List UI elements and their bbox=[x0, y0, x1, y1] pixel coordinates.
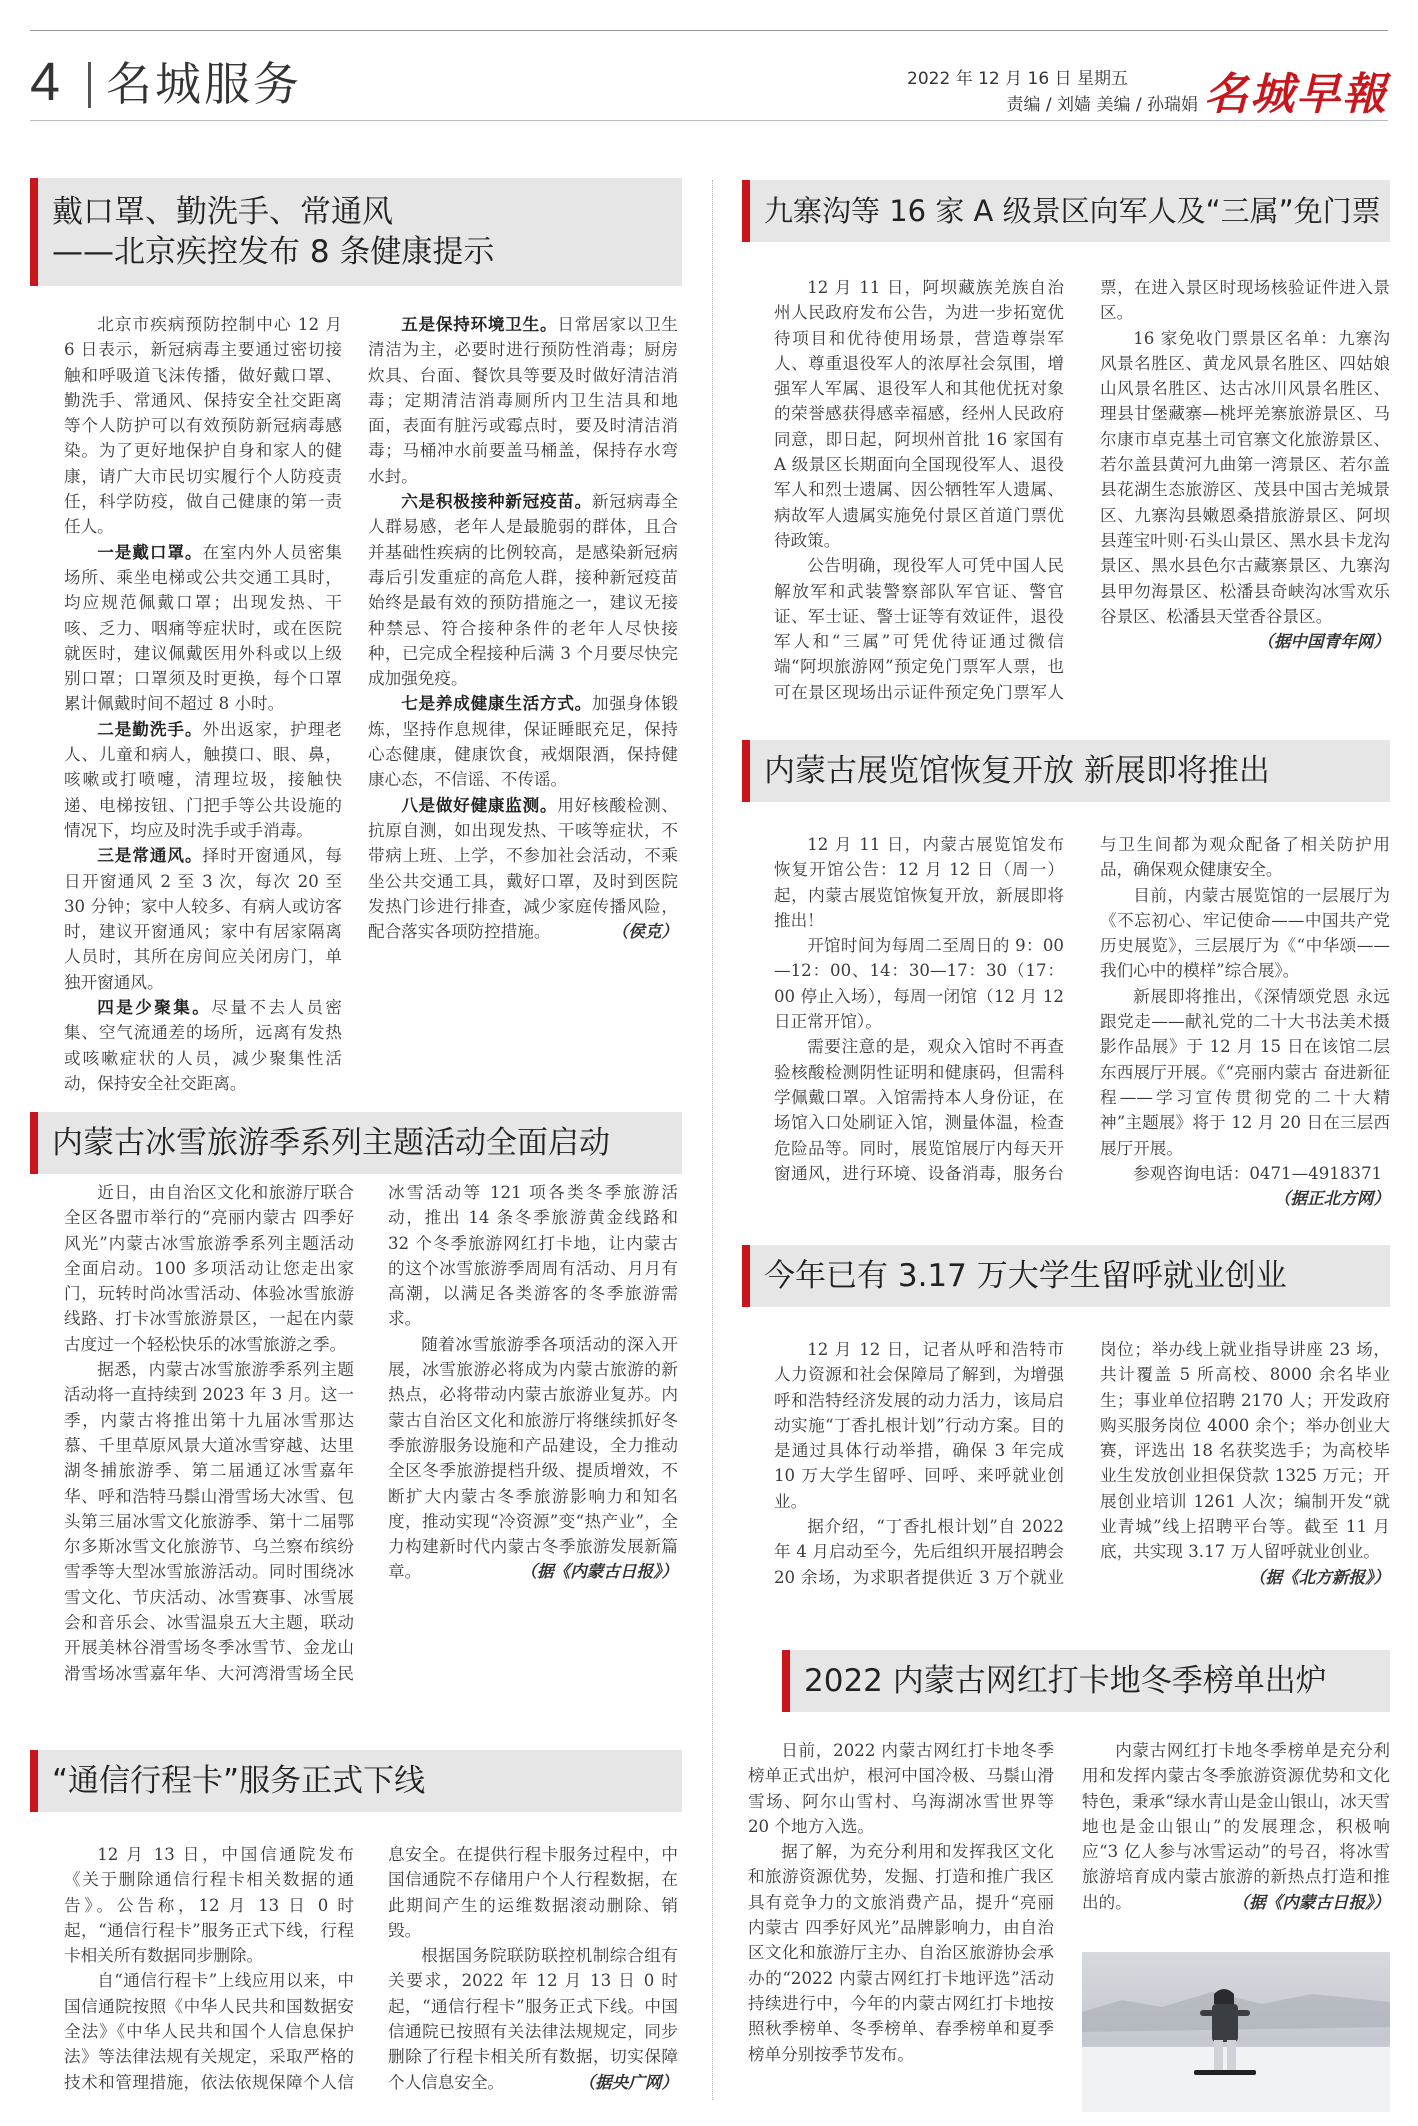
paragraph: 择时开窗通风，每日开窗通风 2 至 3 次，每次 20 至 30 分钟；家中人较多、有病人或访客时，建议开窗通风；家中有居家隔离人员时，其所在房间应关闭房门，单独开窗通风。 bbox=[64, 846, 343, 992]
paragraph: 据介绍，“丁香扎根计划”自 2022 年 4 月启动至今，先后组织开展招聘会 20 余场，为求职者提供近 3 万个就业岗位；举办线上就业指导讲座 23 场，共计覆盖 5 所高校、8000 余名毕业生；事业单位招聘 2170 人；开发政府购买服务岗位 4000 余个；举办创业大赛，评选出 18 名获奖选手；为高校毕业生发放创业担保贷款 1325 万元；开展创业培训 1261 人次；编制开发“就业青城”线上招聘平台等。截至 11 月底，共实现 3.17 万人留呼就业创业。 bbox=[774, 1340, 1390, 1587]
headline-jiuzhai-text: 九寨沟等 16 家 A 级景区向军人及“三属”免门票 bbox=[764, 194, 1381, 228]
headline-snow-text: 内蒙古冰雪旅游季系列主题活动全面启动 bbox=[52, 1125, 610, 1161]
headline-museum-text: 内蒙古展览馆恢复开放 新展即将推出 bbox=[764, 753, 1270, 789]
subhead: 六是积极接种新冠疫苗。 bbox=[401, 491, 593, 512]
article-snow bbox=[64, 1180, 678, 1700]
article-source: （据中国青年网） bbox=[1257, 631, 1390, 652]
article-museum bbox=[774, 832, 1390, 1212]
article-source: （据《内蒙古日报》） bbox=[1232, 1891, 1390, 1912]
paragraph: 近日，由自治区文化和旅游厅联合全区各盟市举行的“亮丽内蒙古 四季好风光”内蒙古冰雪旅游季系列主题活动全面启动。100 多项活动让您走出家门，玩转时尚冰雪活动、体验冰雪旅游线路、打卡冰雪旅游景区，一起在内蒙古度过一个轻松快乐的冰雪旅游之季。 bbox=[64, 1183, 354, 1354]
paragraph: 开馆时间为每周二至周日的 9：00 —12：00、14：30—17：30（17：00 停止入场），每周一闭馆（12 月 12 日正常开馆）。 bbox=[774, 936, 1064, 1032]
article-source: （侯克） bbox=[611, 921, 678, 942]
paragraph: 新冠病毒全人群易感，老年人是最脆弱的群体，且合并基础性疾病的比例较高，是感染新冠病毒后引发重症的高危人群，接种新冠疫苗始终是最有效的预防措施之一，建议无接种禁忌、符合接种条件的老年人尽快接种，已完成全程接种后满 3 个月要尽快完成加强免疫。 bbox=[368, 492, 679, 689]
headline-jobs-text: 今年已有 3.17 万大学生留呼就业创业 bbox=[764, 1258, 1287, 1294]
paragraph: 12 月 13 日，中国信通院发布《关于删除通信行程卡相关数据的通告》。公告称，12 月 13 日 0 时起，“通信行程卡”服务正式下线，行程卡相关所有数据同步删除。 bbox=[64, 1845, 354, 1966]
column-divider bbox=[712, 180, 713, 2100]
paragraph: 日前，2022 内蒙古网红打卡地冬季榜单正式出炉，根河中国冷极、马鬃山滑雪场、阿尔山雪村、乌海湖冰雪世界等 20 个地方入选。 bbox=[748, 1741, 1054, 1836]
newspaper-logo: 名城早報 bbox=[1204, 69, 1388, 120]
paragraph: 12 月 12 日，记者从呼和浩特市人力资源和社会保障局了解到，为增强呼和浩特经济发展的动力活力，该局启动实施“丁香扎根计划”行动方案。目的是通过具体行动举措，确保 3 年完成 10 万大学生留呼、回呼、来呼就业创业。 bbox=[774, 1340, 1064, 1511]
issue-date: 2022 年 12 月 16 日 星期五 bbox=[907, 69, 1128, 89]
paragraph: 在室内外人员密集场所、乘坐电梯或公共交通工具时，均应规范佩戴口罩；出现发热、干咳、乏力、咽痛等症状时，或在医院就医时，建议佩戴医用外科或以上级别口罩；口罩须及时更换，每个口罩累计佩戴时间不超过 8 小时。 bbox=[64, 542, 343, 714]
paragraph: 参观咨询电话：0471—4918371 bbox=[1133, 1163, 1383, 1183]
paragraph: 北京市疾病预防控制中心 12 月 6 日表示，新冠病毒主要通过密切接触和呼吸道飞沫传播，做好戴口罩、勤洗手、常通风、保持安全社交距离等个人防护可以有效预防新冠病毒感染。为了更好地保护自身和家人的健康，请广大市民切实履行个人防疫责任，科学防疫，做自己健康的第一责任人。 bbox=[64, 315, 342, 537]
article-travel-card bbox=[64, 1842, 678, 2118]
paragraph: 外出返家，护理老人、儿童和病人，触摸口、眼、鼻，咳嗽或打喷嚏，清理垃圾，接触快递、电梯按钮、门把手等公共设施的情况下，均应及时洗手或手消毒。 bbox=[64, 719, 343, 840]
article-mask-col2 bbox=[368, 312, 678, 944]
subhead: 二是勤洗手。 bbox=[97, 718, 203, 739]
headline-jiuzhai bbox=[742, 180, 1390, 242]
paragraph: 尽量不去人员密集、空气流通差的场所，远离有发热或咳嗽症状的人员，减少聚集性活动，保持安全社交距离。 bbox=[64, 998, 342, 1093]
headline-travel-card-text: “通信行程卡”服务正式下线 bbox=[52, 1763, 426, 1799]
paragraph: 内蒙古网红打卡地冬季榜单是充分利用和发挥内蒙古冬季旅游资源优势和文化特色，秉承“绿水青山是金山银山，冰天雪地也是金山银山”的发展理念，积极响应“3 亿人参与冰雪运动”的号召，将冰雪旅游培育成内蒙古旅游的新热点打造和推出的。 bbox=[1082, 1741, 1390, 1912]
paragraph: 16 家免收门票景区名单：九寨沟风景名胜区、黄龙风景名胜区、四姑娘山风景名胜区、达古冰川风景名胜区、理县甘堡藏寨—桃坪羌寨旅游景区、马尔康市卓克基土司官寨文化旅游景区、若尔盖县黄河九曲第一湾景区、若尔盖县花湖生态旅游区、茂县中国古羌城景区、九寨沟县嫩恩桑措旅游景区、阿坝县莲宝叶则·石头山景区、黑水县卡龙沟景区、黑水县色尔古藏寨景区、九寨沟县甲勿海景区、松潘县奇峡沟冰雪欢乐谷景区、松潘县天堂香谷景区。 bbox=[1100, 328, 1390, 626]
article-jiuzhai bbox=[774, 275, 1390, 711]
headline-snow bbox=[30, 1112, 682, 1174]
paragraph: 需要注意的是，观众入馆时不再查验核酸检测阴性证明和健康码，但需科学佩戴口罩。入馆需持本人身份证，在场馆入口处刷证入馆，测量体温，检查危险品等。同时，展览馆展厅内每天开窗通风，进行环境、设备消毒，服务台与卫生间都为观众配备了相关防护用品，确保观众健康安全。 bbox=[774, 835, 1390, 1183]
headline-jobs bbox=[742, 1245, 1390, 1307]
paragraph: 据了解，为充分利用和发挥我区文化和旅游资源优势，发掘、打造和推广我区具有竞争力的文旅消费产品，提升“亮丽内蒙古 四季好风光”品牌影响力，由自治区文化和旅游厅主办、自治区旅游协会承办的“2022 内蒙古网红打卡地评选”活动持续进行中，今年的内蒙古网红打卡地按照秋季榜单、冬季榜单、春季榜单和夏季榜单分别按季节发布。 bbox=[748, 1842, 1054, 2064]
subhead: 一是戴口罩。 bbox=[97, 541, 203, 562]
top-rule bbox=[30, 30, 1388, 31]
article-source: （据正北方网） bbox=[1273, 1188, 1390, 1209]
subhead: 四是少聚集。 bbox=[97, 997, 212, 1018]
page-number: 4 bbox=[30, 52, 61, 112]
headline-museum bbox=[742, 740, 1390, 802]
headline-mask-line2: ——北京疾控发布 8 条健康提示 bbox=[52, 234, 495, 270]
subhead: 八是做好健康监测。 bbox=[401, 794, 558, 815]
headline-hotspot bbox=[782, 1650, 1390, 1712]
article-source: （据《北方新报》） bbox=[1248, 1566, 1390, 1587]
subhead: 七是养成健康生活方式。 bbox=[401, 693, 593, 714]
paragraph: 用好核酸检测、抗原自测，如出现发热、干咳等症状，不带病上班、上学，不参加社会活动，不乘坐公共交通工具，戴好口罩，及时到医院发热门诊进行排查，减少家庭传播风险，配合落实各项防控措施。 bbox=[368, 795, 679, 942]
headline-mask-line1: 戴口罩、勤洗手、常通风 bbox=[52, 194, 393, 230]
headline-hotspot-text: 2022 内蒙古网红打卡地冬季榜单出炉 bbox=[804, 1663, 1327, 1699]
subhead: 五是保持环境卫生。 bbox=[401, 314, 558, 334]
paragraph: 12 月 11 日，内蒙古展览馆发布恢复开馆公告：12 月 12 日（周一）起，内蒙古展览馆恢复开放，新展即将推出！ bbox=[774, 835, 1064, 930]
paragraph: 据悉，内蒙古冰雪旅游季系列主题活动将一直持续到 2023 年 3 月。这一季，内蒙古将推出第十九届冰雪那达慕、千里草原风景大道冰雪穿越、达里湖冬捕旅游季、第二届通辽冰雪嘉年华、呼和浩特马鬃山滑雪场大冰雪、包头第三届冰雪文化旅游季、第十二届鄂尔多斯冰雪文化旅游节、乌兰察布缤纷雪季等大型冰雪旅游活动。同时围绕冰雪文化、节庆活动、冰雪赛事、冰雪展会和音乐会、冰雪温泉五大主题，联动开展美林谷滑雪场冬季冰雪节、金龙山滑雪场冰雪嘉年华、大河湾滑雪场全民冰雪活动等 121 项各类冬季旅游活动，推出 14 条冬季旅游黄金线路和 32 个冬季旅游网红打卡地，让内蒙古的这个冰雪旅游季周周有活动、月月有高潮，以满足各类游客的冬季旅游需求。 bbox=[64, 1183, 678, 1683]
article-mask-col1 bbox=[64, 312, 342, 1096]
page-separator bbox=[88, 62, 91, 108]
headline-travel-card bbox=[30, 1750, 682, 1812]
article-hotspot-col1 bbox=[748, 1738, 1054, 2067]
paragraph: 随着冰雪旅游季各项活动的深入开展，冰雪旅游必将成为内蒙古旅游的新热点，必将带动内蒙古旅游业复苏。内蒙古自治区文化和旅游厅将继续抓好冬季旅游服务设施和产品建设，全力推动全区冬季旅游提档升级、提质增效，不断扩大内蒙古冬季旅游影响力和知名度，推动实现“冷资源”变“热产业”，全力构建新时代内蒙古冬季旅游发展新篇章。 bbox=[388, 1334, 678, 1582]
article-source: （据《内蒙古日报》） bbox=[520, 1561, 678, 1582]
paragraph: 公告明确，现役军人可凭中国人民解放军和武装警察部队军官证、警官证、军士证、警士证等有效证件，退役军人和“三属”可凭优待证通过微信端“阿坝旅游网”预定免门票军人票，也可在景区现场出示证件预定免门票军人票，在进入景区时现场核验证件进入景区。 bbox=[774, 278, 1390, 702]
paragraph: 12 月 11 日，阿坝藏族羌族自治州人民政府发布公告，为进一步拓宽优待项目和优待使用场景，营造尊崇军人、尊重退役军人的浓厚社会氛围，增强军人军属、退役军人和其他优抚对象的荣誉感获得感幸福感，经州人民政府同意，即日起，阿坝州首批 16 家国有 A 级景区长期面向全国现役军人、退役军人和烈士遗属、因公牺牲军人遗属、病故军人遗属实施免付景区首道门票优待政策。 bbox=[774, 278, 1064, 550]
editors-credit: 责编 / 刘嫱 美编 / 孙瑞娟 bbox=[1006, 95, 1198, 115]
paragraph: 新展即将推出，《深情颂党恩 永远跟党走——献礼党的二十大书法美术摄影作品展》于 12 月 15 日在该馆二层东西展厅开展。《“亮丽内蒙古 奋进新征程——学习宣传贯彻党的二十大精神”主题展》将于 12 月 20 日在三层西展厅开展。 bbox=[1100, 986, 1390, 1158]
subhead: 三是常通风。 bbox=[97, 845, 203, 866]
headline-mask bbox=[30, 178, 682, 286]
header-rule bbox=[30, 120, 1388, 121]
paragraph: 目前，内蒙古展览馆的一层展厅为《不忘初心、牢记使命——中国共产党历史展览》，三层展厅为《“中华颂——我们心中的模样”综合展》。 bbox=[1100, 885, 1390, 981]
snowboarder-photo bbox=[1082, 1952, 1390, 2112]
article-hotspot-col2 bbox=[1082, 1738, 1390, 1915]
paragraph: 加强身体锻炼，坚持作息规律，保证睡眠充足，保持心态健康，健康饮食，戒烟限酒，保持健康心态，不信谣、不传谣。 bbox=[368, 694, 679, 790]
article-source: （据央广网） bbox=[578, 2071, 678, 2092]
section-title: 名城服务 bbox=[106, 57, 302, 111]
paragraph: 根据国务院联防联控机制综合组有关要求，2022 年 12 月 13 日 0 时起，“通信行程卡”服务正式下线。中国信通院已按照有关法律法规规定，同步删除了行程卡相关所有数据，切实保障个人信息安全。 bbox=[388, 1946, 678, 2092]
article-jobs bbox=[774, 1337, 1390, 1607]
paragraph: 自“通信行程卡”上线应用以来，中国信通院按照《中华人民共和国数据安全法》《中华人民共和国个人信息保护法》等法律法规有关规定，采取严格的技术和管理措施，依法依规保障个人信息安全。在提供行程卡服务过程中，中国信通院不存储用户个人行程数据，在此期间产生的运维数据滚动删除、销毁。 bbox=[64, 1845, 678, 2092]
paragraph: 日常居家以卫生清洁为主，必要时进行预防性消毒；厨房炊具、台面、餐饮具等要及时做好清洁消毒；定期清洁消毒厕所内卫生洁具和地面，表面有脏污或霉点时，要及时清洁消毒；马桶冲水前要盖马桶盖，保持存水弯水封。 bbox=[368, 315, 679, 486]
